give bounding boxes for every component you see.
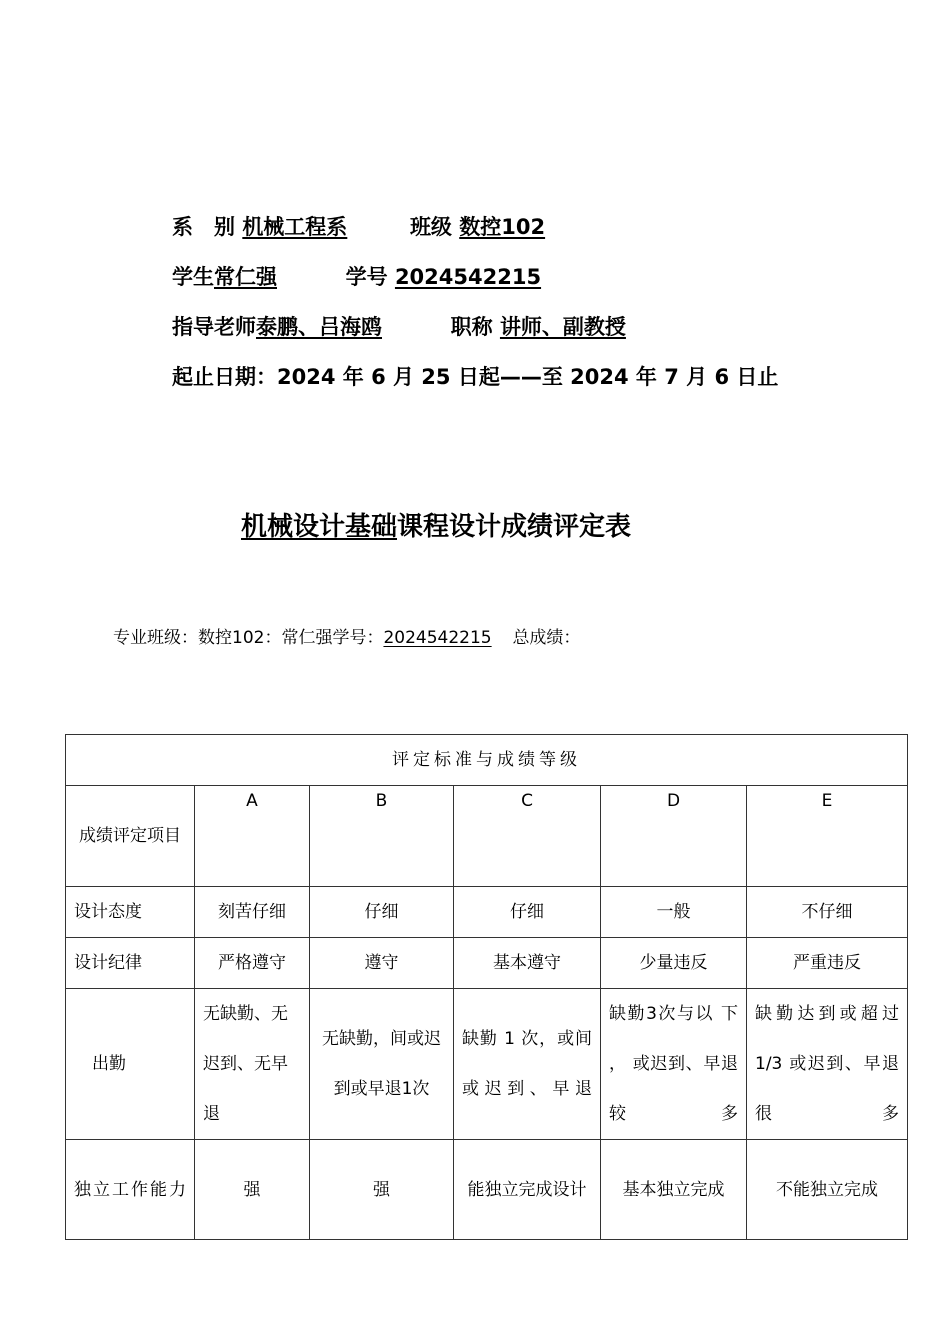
grade-c: C: [454, 786, 601, 887]
title-underlined: 机械设计基础: [241, 512, 398, 542]
table-cell: 基本独立完成: [601, 1140, 747, 1240]
item-header: 成绩评定项目: [66, 786, 195, 887]
table-row: [66, 1140, 908, 1240]
student-value: 常仁强: [214, 265, 277, 289]
row-item: 设计纪律: [66, 938, 195, 989]
table-cell: 仔细: [454, 887, 601, 938]
info-total: 总成绩：: [512, 628, 581, 648]
dates-line: 起止日期：2024 年 6 月 25 日起——至 2024 年 7 月 6 日止: [172, 365, 779, 389]
advisor-line: [172, 311, 626, 341]
id-label: 学号: [345, 265, 388, 289]
table-row: [66, 989, 908, 1140]
page-title: [241, 506, 631, 543]
table-cell: 不仔细: [747, 887, 908, 938]
table-cell: 缺勤3次与以 下 ， 或迟到、早退较多: [601, 989, 747, 1140]
info-prefix: 专业班级：数控102：常仁强学号：: [113, 628, 384, 648]
table-cell: 基本遵守: [454, 938, 601, 989]
grade-table: [65, 734, 908, 1240]
table-cell: 少量违反: [601, 938, 747, 989]
table-cell: 遵守: [310, 938, 454, 989]
table-cell: 强: [195, 1140, 310, 1240]
row-item: 设计态度: [66, 887, 195, 938]
grade-e: E: [747, 786, 908, 887]
table-cell: 严重违反: [747, 938, 908, 989]
student-line: [172, 261, 541, 291]
table-cell: 仔细: [310, 887, 454, 938]
table-cell: 缺勤达到或超过1/3 或迟到、早退很多: [747, 989, 908, 1140]
table-row: [66, 887, 908, 938]
table-cell: 强: [310, 1140, 454, 1240]
table-cell: 一般: [601, 887, 747, 938]
table-cell: 无缺勤，间或迟到或早退1次: [310, 989, 454, 1140]
advisor-label: 指导老师: [172, 315, 256, 339]
student-label: 学生: [172, 265, 214, 289]
table-cell: 不能独立完成: [747, 1140, 908, 1240]
grade-b: B: [310, 786, 454, 887]
grade-a: A: [195, 786, 310, 887]
table-cell: 能独立完成设计: [454, 1140, 601, 1240]
info-id: 2024542215: [383, 628, 492, 648]
table-cell: 无缺勤、无迟到、无早退: [195, 989, 310, 1140]
table-caption: 评定标准与成绩等级: [66, 735, 908, 786]
row-item: 出勤: [66, 989, 195, 1140]
table-cell: 缺勤 1 次，或间或迟到、早退: [454, 989, 601, 1140]
info-line: [113, 623, 580, 648]
dept-value: 机械工程系: [242, 215, 348, 239]
table-cell: 严格遵守: [195, 938, 310, 989]
table-row: [66, 938, 908, 989]
class-label: 班级: [409, 215, 452, 239]
dept-label: 系 别: [172, 215, 235, 239]
rank-label: 职称: [450, 315, 493, 339]
dept-line: [172, 211, 545, 241]
id-value: 2024542215: [394, 265, 542, 289]
advisor-value: 泰鹏、吕海鸥: [256, 315, 382, 339]
class-value: 数控102: [459, 215, 546, 239]
grade-d: D: [601, 786, 747, 887]
title-rest: 课程设计成绩评定表: [397, 512, 632, 542]
row-item: 独立工作能力: [66, 1140, 195, 1240]
table-cell: 刻苦仔细: [195, 887, 310, 938]
rank-value: 讲师、副教授: [499, 315, 626, 339]
